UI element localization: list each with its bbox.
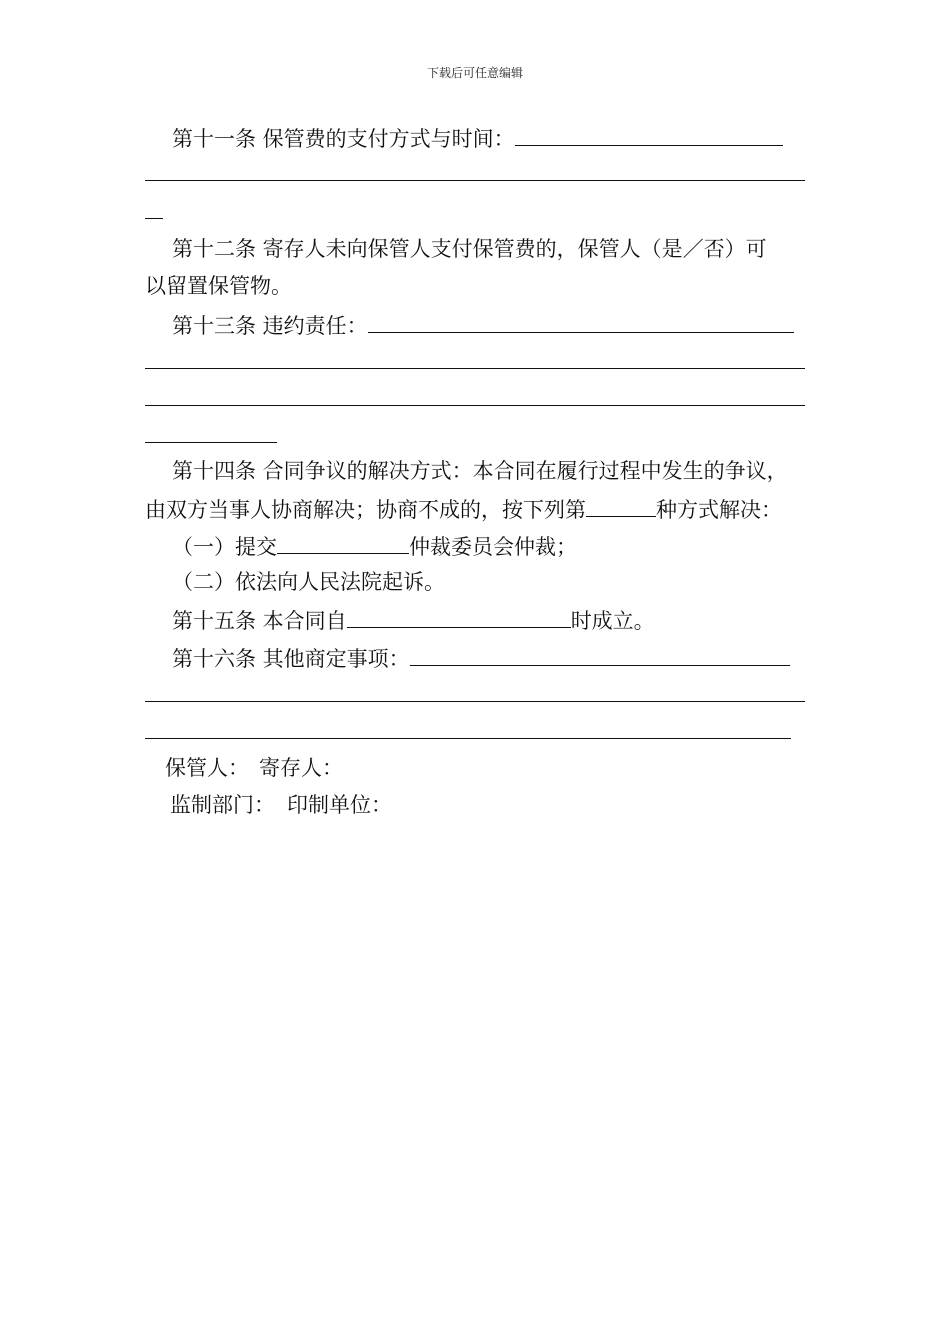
printer-label: 印制单位： [287, 793, 392, 817]
article-12-line-2: 以留置保管物。 [145, 274, 292, 298]
custodian-label: 保管人： [165, 756, 249, 780]
article-14-text: 种方式解决： [656, 498, 782, 522]
article-12-line-1: 第十二条 寄存人未向保管人支付保管费的，保管人（是／否）可 [172, 237, 767, 261]
fill-line[interactable] [145, 405, 805, 406]
fill-line[interactable] [145, 442, 277, 443]
fill-blank[interactable] [347, 605, 571, 628]
option-1-text: 仲裁委员会仲裁； [409, 535, 577, 559]
article-11-text: 第十一条 保管费的支付方式与时间： [172, 127, 515, 151]
fill-line[interactable] [145, 180, 805, 181]
depositor-label: 寄存人： [259, 756, 343, 780]
article-14-line-2 [145, 494, 782, 524]
fill-blank[interactable] [277, 531, 409, 554]
article-13 [172, 310, 794, 340]
article-11 [172, 123, 783, 153]
article-15 [172, 605, 655, 635]
fill-blank[interactable] [586, 494, 656, 517]
fill-line[interactable] [145, 218, 163, 219]
page-header: 下载后可任意编辑 [426, 66, 523, 80]
fill-blank[interactable] [368, 310, 794, 333]
article-14-line-1: 第十四条 合同争议的解决方式：本合同在履行过程中发生的争议， [172, 459, 788, 483]
article-16 [172, 643, 790, 673]
supervisor-label: 监制部门： [170, 793, 275, 817]
article-15-text: 第十五条 本合同自 [172, 609, 347, 633]
fill-line[interactable] [145, 701, 805, 702]
article-15-text: 时成立。 [570, 609, 655, 633]
article-14-option-2: （二）依法向人民法院起诉。 [172, 570, 445, 594]
article-14-text: 由双方当事人协商解决；协商不成的，按下列第 [145, 498, 586, 522]
fill-line[interactable] [145, 738, 791, 739]
fill-blank[interactable] [515, 123, 783, 146]
article-14-option-1 [172, 531, 577, 561]
article-16-text: 第十六条 其他商定事项： [172, 647, 410, 671]
article-13-text: 第十三条 违约责任： [172, 314, 368, 338]
fill-line[interactable] [145, 368, 805, 369]
fill-blank[interactable] [410, 643, 790, 666]
option-1-text: （一）提交 [172, 535, 277, 559]
